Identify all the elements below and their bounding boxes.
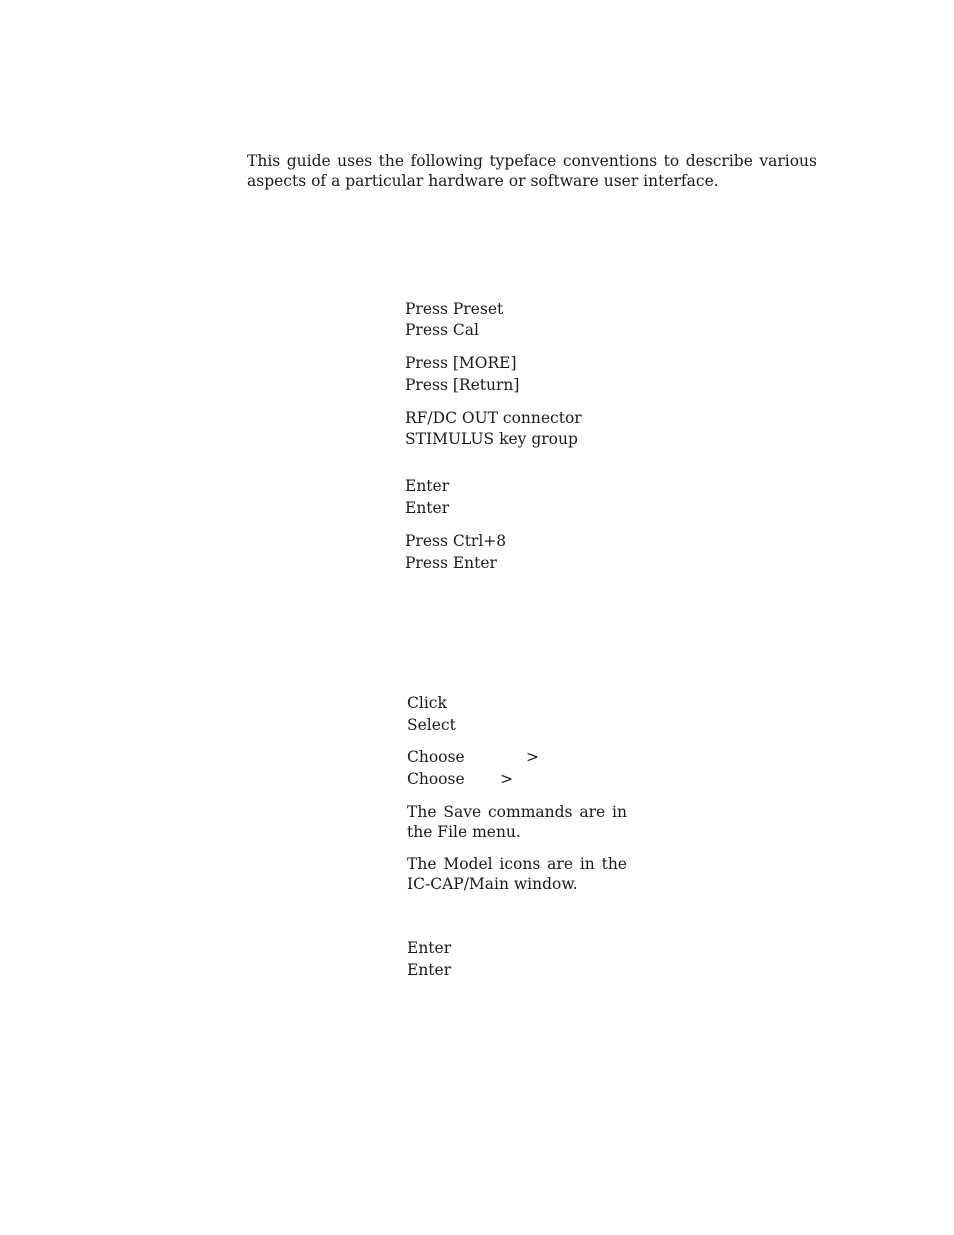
example-select: Select: [407, 716, 456, 734]
example-save-commands: [407, 802, 627, 842]
example-choose-2: Choose: [407, 770, 465, 788]
intro-paragraph: [247, 151, 817, 191]
intro-line-2: aspects of a particular hardware or software user interface.: [247, 172, 719, 190]
example-enter-2: Enter: [405, 499, 450, 517]
example-press-return: Press [Return]: [405, 376, 520, 394]
menu-separator-1: >: [526, 748, 539, 766]
example-stimulus-key-group: STIMULUS key group: [405, 430, 578, 448]
menu-separator-2: >: [500, 770, 513, 788]
example-enter-4: Enter: [407, 961, 452, 979]
save-line-2: the File menu.: [407, 823, 521, 841]
example-press-preset: Press Preset: [405, 300, 504, 318]
example-press-enter: Press Enter: [405, 554, 497, 572]
example-enter-3: Enter: [407, 939, 452, 957]
example-press-more: Press [MORE]: [405, 354, 517, 372]
example-model-icons: [407, 854, 627, 894]
example-rf-dc-out-connector: RF/DC OUT connector: [405, 409, 582, 427]
intro-line-1: This guide uses the following typeface conventions to describe various: [247, 152, 817, 170]
example-press-cal: Press Cal: [405, 321, 479, 339]
model-line-1: The Model icons are in the: [407, 855, 627, 873]
example-press-ctrl-8: Press Ctrl+8: [405, 532, 507, 550]
example-click: Click: [407, 694, 447, 712]
save-line-1: The Save commands are in: [407, 803, 627, 821]
model-line-2: IC-CAP/Main window.: [407, 875, 578, 893]
example-choose-1: Choose: [407, 748, 465, 766]
example-enter-1: Enter: [405, 477, 450, 495]
